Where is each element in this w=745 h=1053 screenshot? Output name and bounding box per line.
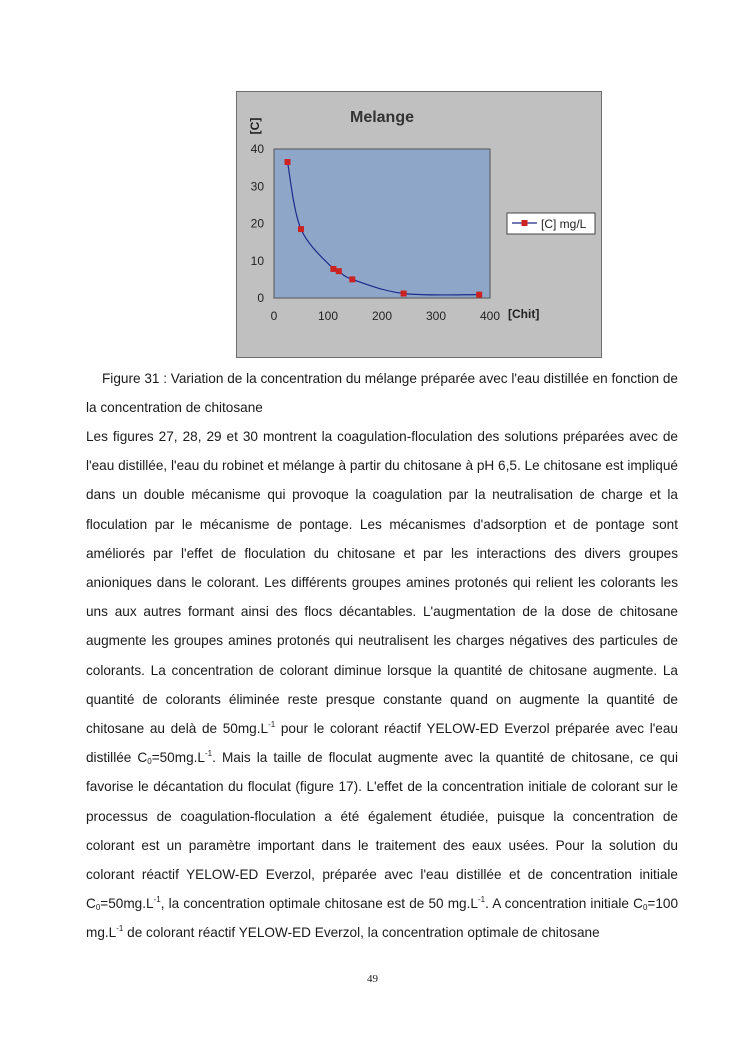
- y-axis-label: [C]: [248, 117, 262, 135]
- body-text-3: =50mg.L: [151, 750, 205, 766]
- x-tick-label: 400: [479, 309, 501, 323]
- x-tick-label: 200: [371, 309, 393, 323]
- y-tick-label: 0: [257, 291, 264, 305]
- chart-title: Melange: [349, 109, 415, 126]
- body-text-2: pour le colorant réactif YELOW-ED Everzol préparée avec l'eau distillée C: [86, 721, 678, 766]
- legend: [507, 213, 595, 234]
- body-paragraph: [86, 422, 678, 948]
- subscript-zero: 0: [147, 757, 152, 767]
- data-point: [285, 159, 291, 165]
- y-tick-label: 20: [250, 216, 264, 231]
- x-axis-ticks: [271, 309, 501, 323]
- unit-exponent: -1: [268, 720, 276, 730]
- subscript-zero: 0: [642, 903, 648, 913]
- y-tick-label: 30: [250, 179, 264, 194]
- data-point: [401, 291, 407, 297]
- data-point: [349, 276, 355, 282]
- body-text-6: , la concentration optimale chitosane est de 50 mg.L: [160, 896, 478, 912]
- x-axis-label: [Chit]: [508, 307, 540, 321]
- x-tick-label: 300: [425, 309, 447, 323]
- legend-label: [C] mg/L: [541, 217, 587, 231]
- body-text-1: Les figures 27, 28, 29 et 30 montrent la coagulation-floculation des solutions préparées avec de l'eau distillée, l'eau du robinet et mélange à partir du chitosane à pH 6,5. Le chitosane est impliqué dans un double mécanisme qui provoque la coagulation par la neutralisation de charge et la floculation par le mécanisme de pontage. Les mécanismes d'adsorption et de pontage sont améliorés par l'effet de floculation du chitosane et par les interactions des divers groupes anioniques dans le colorant. Les différents groupes amines protonés qui relient les colorants les uns aux autres formant ainsi des flocs décantables. L'augmentation de la dose de chitosane augmente les groupes amines protonés qui neutralisent les charges négatives des particules de colorants. La concentration de colorant diminue lorsque la quantité de chitosane augmente. La quantité de colorants éliminée reste presque constante quand on augmente la quantité de chitosane au delà de 50mg.L: [86, 429, 678, 737]
- figure-caption: Figure 31 : Variation de la concentration du mélange préparée avec l'eau distillée en fonction de la concentration de chitosane: [86, 371, 678, 416]
- legend-marker: [522, 220, 528, 226]
- unit-exponent: -1: [204, 749, 213, 759]
- unit-exponent: -1: [116, 924, 124, 934]
- subscript-zero: 0: [95, 903, 101, 913]
- y-axis-ticks: [251, 142, 265, 305]
- page-number: 49: [367, 973, 378, 985]
- unit-exponent: -1: [477, 895, 486, 905]
- chart-svg: [237, 92, 603, 359]
- x-tick-label: 0: [270, 309, 278, 323]
- data-point: [330, 266, 336, 272]
- body-text-9: de colorant réactif YELOW-ED Everzol, la concentration optimale de chitosane: [123, 925, 600, 941]
- chart-figure: [236, 91, 602, 358]
- body-text-7: . A concentration initiale C: [485, 896, 643, 912]
- body-text-5: =50mg.L: [100, 896, 154, 912]
- data-point: [476, 292, 482, 298]
- plot-area: [274, 149, 490, 298]
- y-tick-label: 10: [250, 253, 264, 268]
- unit-exponent: -1: [153, 895, 161, 905]
- y-tick-label: 40: [250, 142, 264, 156]
- data-point: [336, 268, 342, 274]
- data-point: [298, 226, 304, 232]
- body-text-8: =100 mg.L: [86, 896, 679, 941]
- body-text-4: . Mais la taille de floculat augmente avec la quantité de chitosane, ce qui favorise le décantation du floculat (figure 17). L'effet de la concentration initiale de colorant sur le processus de coagulation-floculation a été également étudiée, puisque la concentration de colorant est un paramètre important dans le traitement des eaux usées. Pour la solution du colorant réactif YELOW-ED Everzol, préparée avec l'eau distillée et de concentration initiale C: [86, 750, 678, 912]
- x-tick-label: 100: [317, 309, 339, 323]
